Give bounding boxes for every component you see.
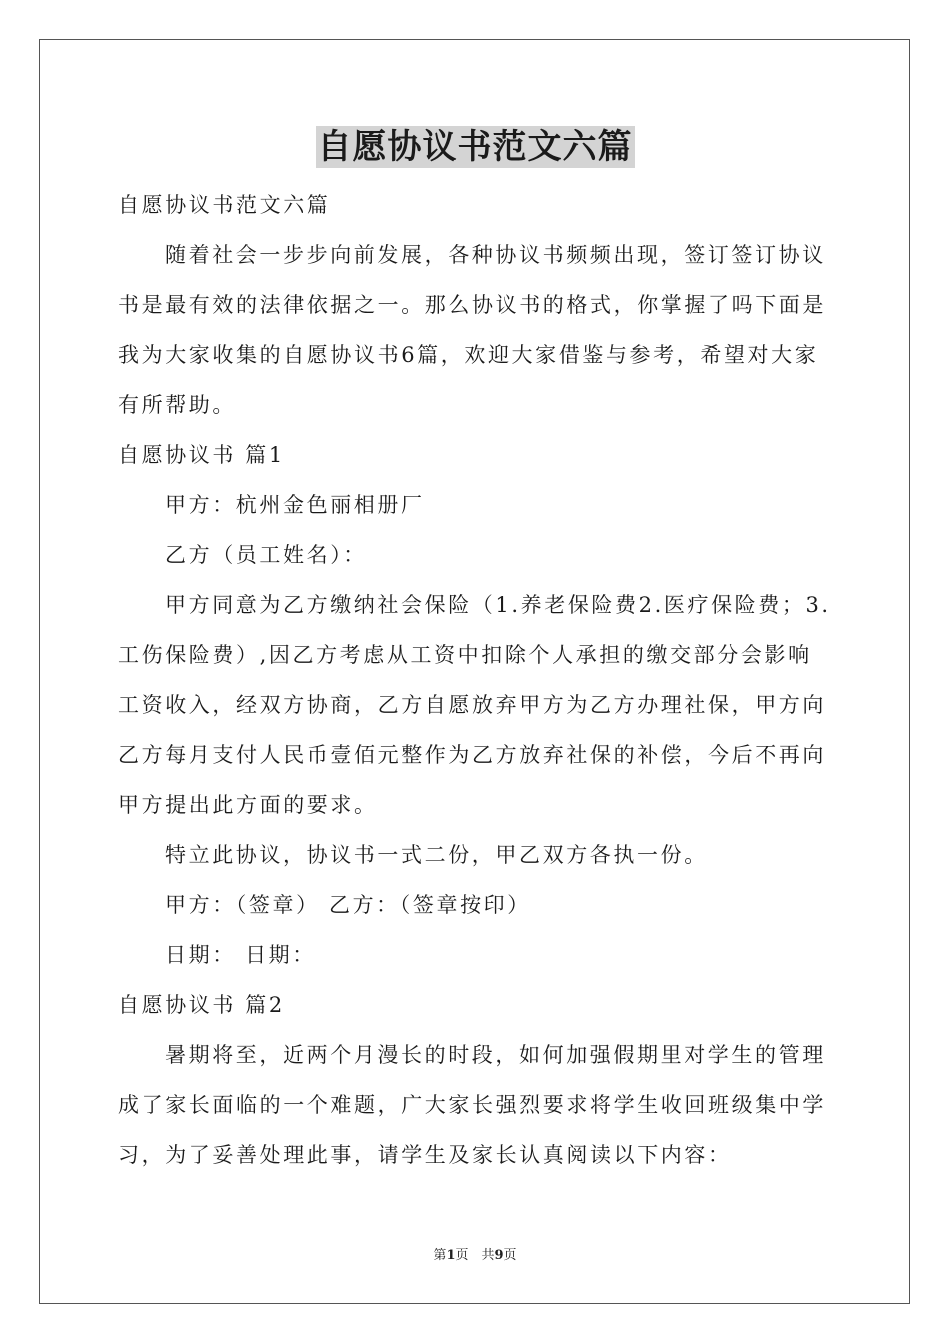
party-a-line: 甲方：杭州金色丽相册厂 — [165, 493, 425, 517]
section-heading-1: 自愿协议书 篇1 — [118, 443, 285, 467]
title-container — [0, 126, 950, 168]
page-footer — [0, 1244, 950, 1263]
footer-mid: 页 共 — [455, 1248, 495, 1263]
footer-page-total: 9 — [494, 1248, 504, 1263]
signature-line: 甲方：（签章） 乙方：（签章按印） — [165, 893, 531, 917]
date-line: 日期： 日期： — [165, 943, 316, 967]
paragraph-heading: 自愿协议书范文六篇 — [118, 193, 331, 217]
paragraph-summer: 暑期将至，近两个月漫长的时段，如何加强假期里对学生的管理成了家长面临的一个难题，广大家长强烈要求将学生收回班级集中学习，为了妥善处理此事，请学生及家长认真阅读以下内容： — [118, 1043, 826, 1167]
footer-page-current: 1 — [446, 1248, 456, 1263]
section-heading-2: 自愿协议书 篇2 — [118, 993, 285, 1017]
party-b-line: 乙方（员工姓名）： — [165, 543, 367, 567]
document-title: 自愿协议书范文六篇 — [317, 127, 633, 167]
agreement-body: 甲方同意为乙方缴纳社会保险（1.养老保险费2.医疗保险费；3.工伤保险费）,因乙方考虑从工资中扣除个人承担的缴交部分会影响工资收入，经双方协商，乙方自愿放弃甲方为乙方办理社保，甲方向乙方每月支付人民币壹佰元整作为乙方放弃社保的补偿，今后不再向甲方提出此方面的要求。 — [118, 593, 831, 817]
agreement-copies: 特立此协议，协议书一式二份，甲乙双方各执一份。 — [165, 843, 708, 867]
footer-suffix: 页 — [503, 1248, 517, 1263]
footer-prefix: 第 — [433, 1248, 447, 1263]
document-body — [118, 180, 834, 1180]
paragraph-intro: 随着社会一步步向前发展，各种协议书频频出现，签订签订协议书是最有效的法律依据之一。那么协议书的格式，你掌握了吗下面是我为大家收集的自愿协议书6篇，欢迎大家借鉴与参考，希望对大家有所帮助。 — [118, 243, 826, 417]
